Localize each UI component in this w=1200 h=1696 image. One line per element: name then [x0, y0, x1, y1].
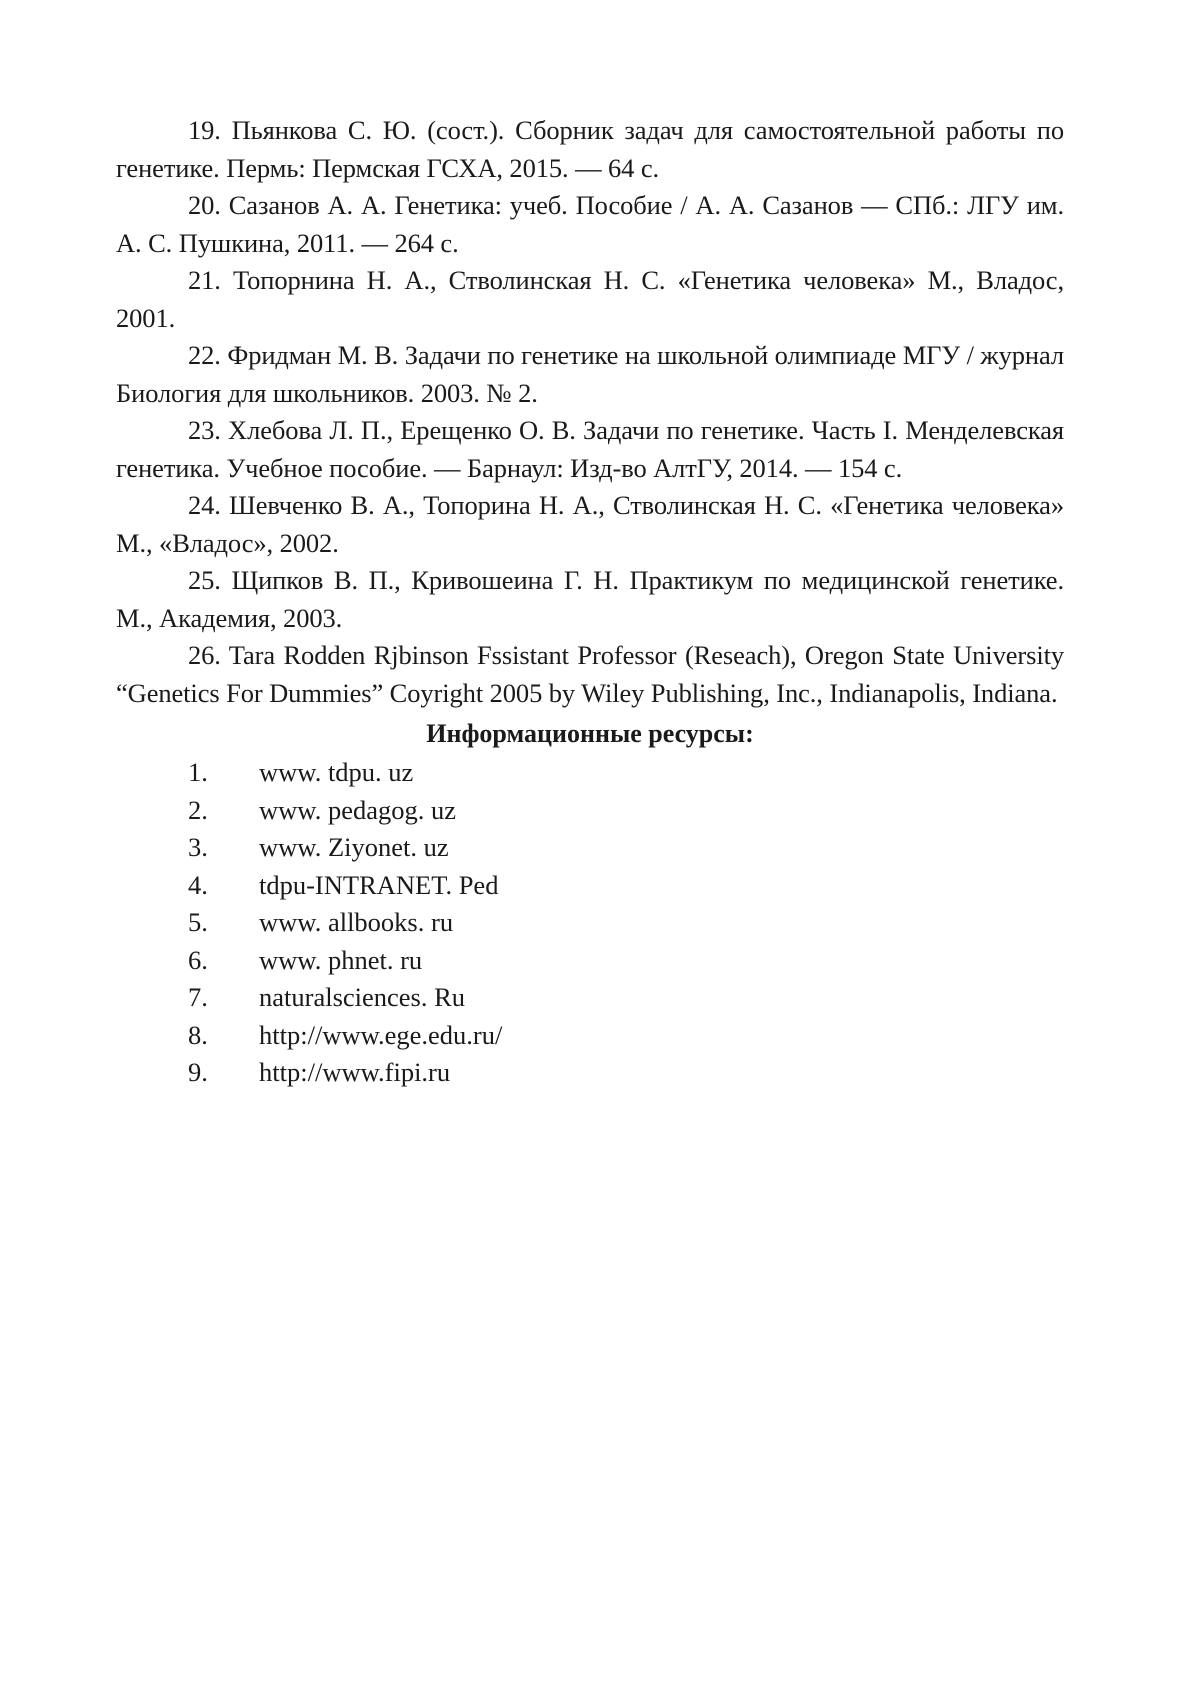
resource-item [116, 1017, 1064, 1055]
reference-25: 25. Щипков В. П., Кривошеина Г. Н. Практикум по медицинской генетике. М., Академия, 2003. [116, 565, 1064, 633]
resource-item [116, 979, 1064, 1017]
resource-item [116, 904, 1064, 942]
resource-number: 3. [188, 832, 208, 862]
reference-19: 19. Пьянкова С. Ю. (сост.). Сборник задач для самостоятельной работы по генетике. Пермь: Пермская ГСХА, 2015. — 64 с. [116, 115, 1064, 183]
reference-26: 26. Tara Rodden Rjbinson Fssistant Professor (Reseach), Oregon State University “Genetics For Dummies” Coyright 2005 by Wiley Publishing, Inc., Indianapolis, Indiana. [116, 640, 1064, 708]
reference-21: 21. Топорнина Н. А., Стволинская Н. С. «Генетика человека» М., Владос, 2001. [116, 265, 1064, 333]
reference-20: 20. Сазанов А. А. Генетика: учеб. Пособие / А. А. Сазанов — СПб.: ЛГУ им. А. С. Пушкина, 2011. — 264 с. [116, 190, 1064, 258]
resource-url: www. tdpu. uz [259, 757, 414, 787]
reference-22: 22. Фридман М. В. Задачи по генетике на школьной олимпиаде МГУ / журнал Биология для школьников. 2003. № 2. [116, 340, 1064, 408]
resource-url: www. Ziyonet. uz [259, 832, 449, 862]
resource-item [116, 754, 1064, 792]
reference-24: 24. Шевченко В. А., Топорина Н. А., Стволинская Н. С. «Генетика человека» М., «Владос», 2002. [116, 490, 1064, 558]
reference-23: 23. Хлебова Л. П., Ерещенко О. В. Задачи по генетике. Часть I. Менделевская генетика. Учебное пособие. — Барнаул: Изд-во АлтГУ, 2014. — 154 с. [116, 415, 1064, 483]
resources-list [116, 754, 1064, 1092]
resource-item [116, 867, 1064, 905]
resource-item [116, 942, 1064, 980]
resource-number: 2. [188, 794, 208, 825]
resource-item [116, 792, 1064, 830]
resource-number: 5. [188, 907, 208, 937]
document-page [116, 112, 1064, 1092]
resource-url: naturalsciences. Ru [259, 982, 466, 1012]
resource-number: 9. [188, 1057, 208, 1087]
resource-item [116, 829, 1064, 867]
resource-number: 6. [188, 944, 208, 975]
resource-number: 8. [188, 1019, 208, 1050]
resource-url: http://www.ege.edu.ru/ [259, 1019, 503, 1050]
resources-heading: Информационные ресурсы: [426, 719, 754, 748]
resource-url: www. allbooks. ru [259, 907, 454, 937]
resource-url: http://www.fipi.ru [259, 1057, 451, 1087]
resource-url: www. pedagog. uz [259, 794, 456, 825]
resource-url: tdpu-INTRANET. Ped [259, 869, 499, 900]
resource-url: www. phnet. ru [259, 944, 423, 975]
resource-number: 1. [188, 757, 208, 787]
resource-item [116, 1054, 1064, 1092]
resource-number: 4. [188, 869, 208, 900]
resource-number: 7. [188, 982, 208, 1012]
